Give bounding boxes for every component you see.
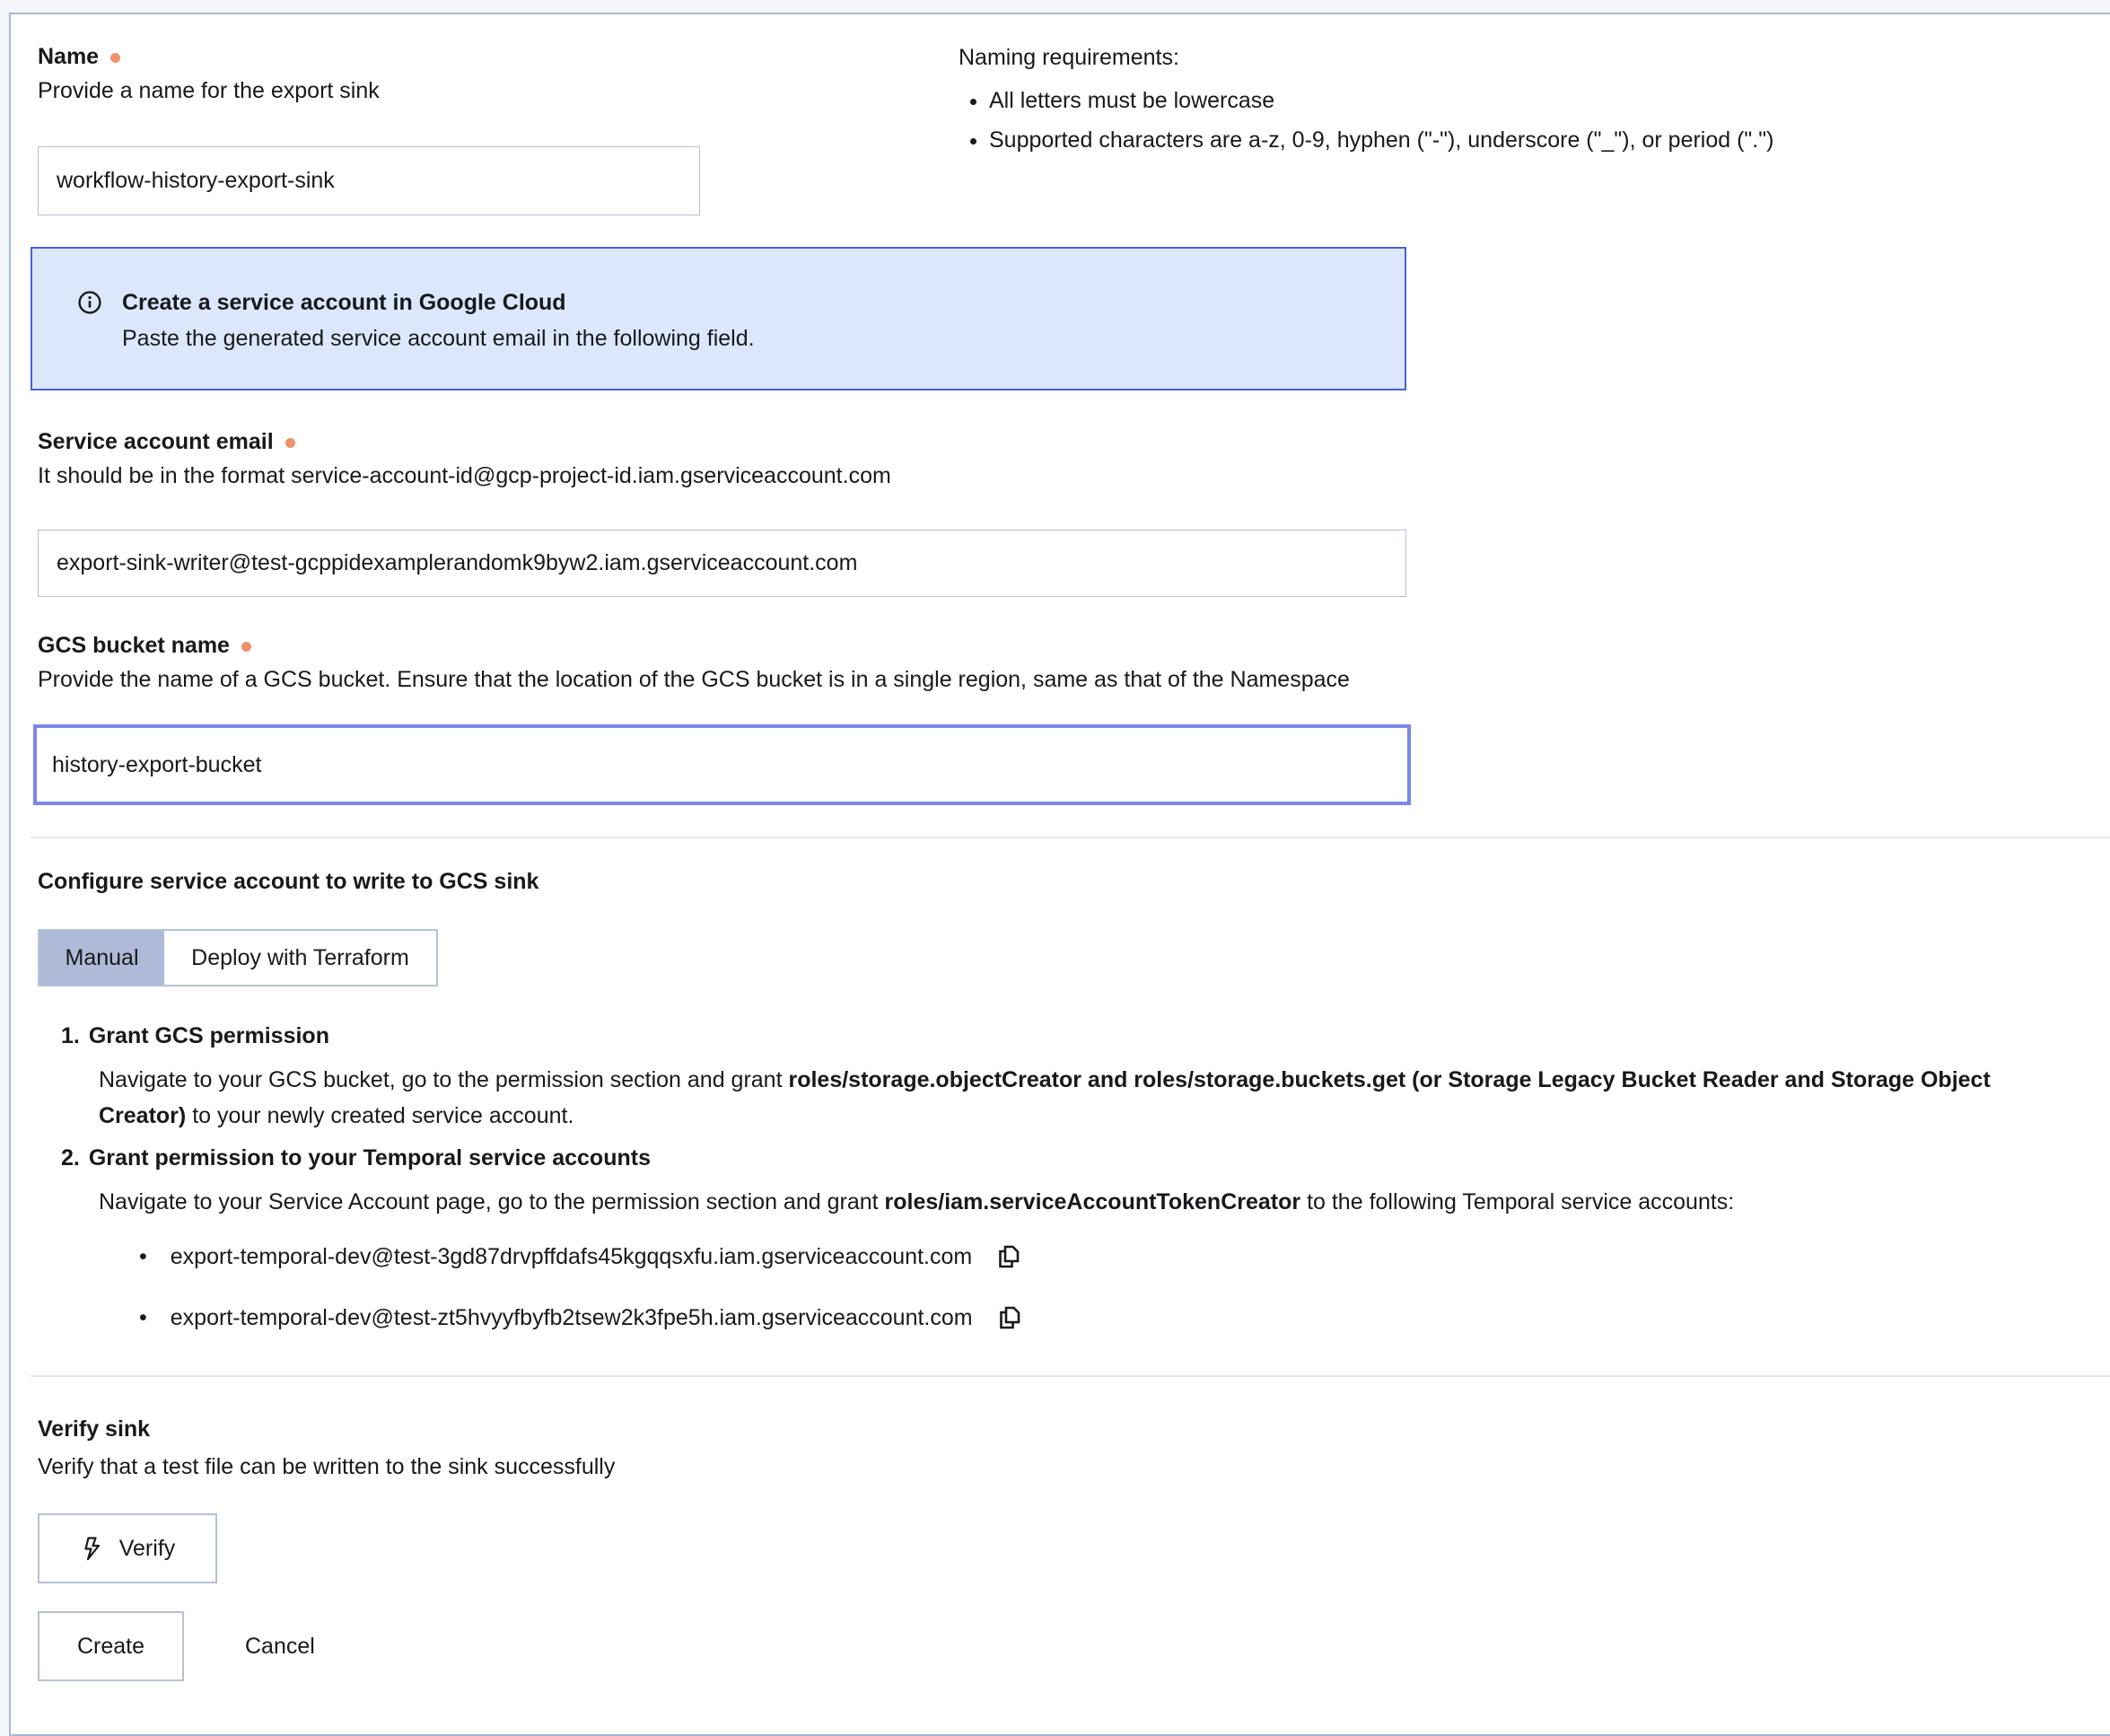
verify-description: Verify that a test file can be written to the sink successfully [38,1454,616,1479]
step-body-text: Navigate to your Service Account page, go to the permission section and grant [99,1189,885,1214]
configure-section-heading: Configure service account to write to GCS sink [38,869,539,894]
list-item [139,1300,2110,1336]
step-body-bold-text: roles/iam.serviceAccountTokenCreator [884,1189,1301,1214]
list-item [139,1239,2110,1275]
step-grant-gcs-permission [38,1019,2110,1134]
temporal-service-account-email: export-temporal-dev@test-3gd87drvpffdafs45kgqqsxfu.iam.gserviceaccount.com [170,1243,973,1269]
verify-section [38,1412,2110,1583]
export-sink-form-panel [9,13,2110,1736]
tab-manual[interactable]: Manual [39,931,164,985]
name-input[interactable] [38,146,700,215]
step-number: 1. [61,1023,80,1048]
required-dot-icon [285,438,295,448]
tab-deploy-with-terraform[interactable]: Deploy with Terraform [164,931,436,985]
step-body [99,1062,2055,1134]
gcs-bucket-name-input[interactable] [33,724,1411,805]
temporal-service-account-email: export-temporal-dev@test-zt5hvyyfbyfb2tsew2k3fpe5h.iam.gserviceaccount.com [170,1304,973,1330]
naming-requirement-item: • All letters must be lowercase [989,81,2110,120]
step-body-text: to your newly created service account. [186,1103,574,1128]
step-body-text: to the following Temporal service accounts: [1300,1189,1735,1214]
step-body-bold-text: roles/storage.objectCreator and roles/storage.buckets.get (or Storage Legacy Bucket Reader and Storage Object Creator) [99,1067,1991,1128]
cancel-button[interactable]: Cancel [245,1633,315,1659]
copy-button[interactable] [996,1304,1023,1331]
service-account-email-input[interactable] [38,530,1406,597]
info-banner-text [122,285,755,389]
name-and-requirements-row [38,39,2110,215]
configure-tab-group [38,929,438,986]
service-account-label: Service account email [38,429,274,454]
bullet-icon: • [139,1244,147,1269]
step-title: Grant GCS permission [88,1023,329,1048]
create-button[interactable]: Create [38,1611,184,1681]
step-grant-temporal-permission [38,1141,2110,1220]
name-label: Name [38,44,100,69]
copy-icon [995,1243,1022,1270]
copy-button[interactable] [995,1243,1022,1270]
verify-button-label: Verify [118,1535,176,1561]
zap-icon [80,1536,105,1561]
form-actions [38,1611,2110,1681]
info-icon [77,290,102,389]
service-account-field-block [38,425,2110,597]
bucket-description: Provide the name of a GCS bucket. Ensure that the location of the GCS bucket is in a single region, same as that of the Namespace [38,667,1350,692]
step-body-text: Navigate to your GCS bucket, go to the permission section and grant [99,1067,789,1092]
name-description: Provide a name for the export sink [38,78,380,103]
required-dot-icon [110,53,120,63]
service-account-label-row [38,425,2110,459]
bucket-label: GCS bucket name [38,633,230,658]
verify-button[interactable] [38,1513,217,1583]
info-banner-title: Create a service account in Google Cloud [122,290,566,315]
service-account-description: It should be in the format service-account-id@gcp-project-id.iam.gserviceaccount.com [38,463,891,488]
required-dot-icon [241,642,251,652]
verify-heading: Verify sink [38,1416,151,1442]
copy-icon [996,1304,1023,1331]
info-banner-description: Paste the generated service account email in the following field. [122,326,755,351]
bucket-field-block [38,628,2110,805]
info-banner [31,247,1406,390]
naming-requirement-item: • Supported characters are a-z, 0-9, hyphen ("-"), underscore ("_"), or period (".") [989,120,2110,160]
step-title-row [61,1019,2110,1053]
naming-requirements-list [959,81,2110,160]
divider [31,1375,2110,1377]
step-body [99,1184,2055,1220]
bucket-label-row [38,628,2110,662]
divider [31,837,2110,838]
bullet-icon: • [139,1305,147,1330]
naming-requirements [959,39,2110,160]
step-title: Grant permission to your Temporal service accounts [88,1145,651,1170]
naming-requirements-title: Naming requirements: [959,45,1179,70]
step-title-row [61,1141,2110,1175]
step-number: 2. [61,1145,80,1170]
temporal-service-account-list [38,1239,2110,1336]
